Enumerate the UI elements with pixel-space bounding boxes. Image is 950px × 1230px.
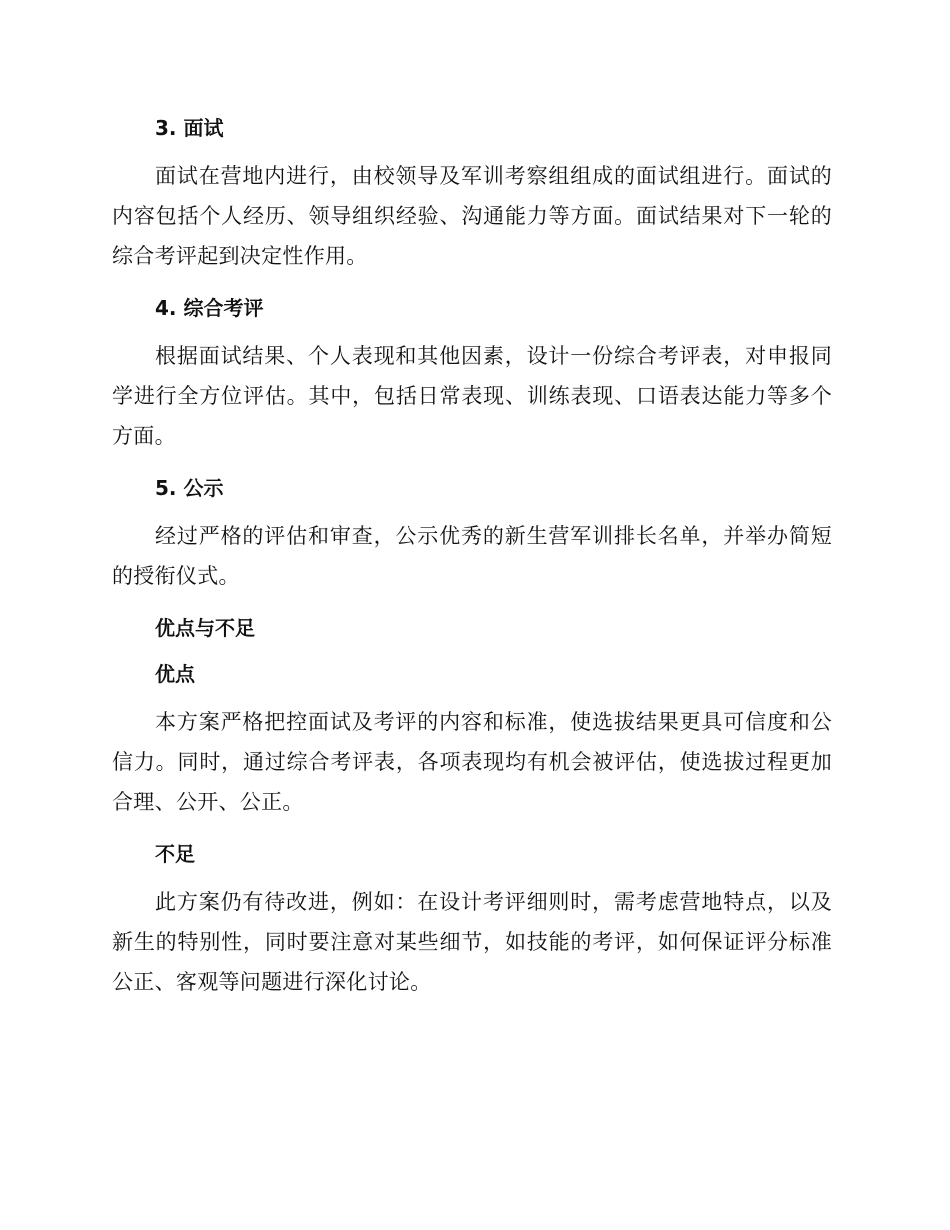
pros-cons-title: 优点与不足 [155,616,255,640]
section-paragraph-interview: 面试在营地内进行，由校领导及军训考察组组成的面试组进行。面试的内容包括个人经历、领导组织经验、沟通能力等方面。面试结果对下一轮的综合考评起到决定性作用。 [112,164,832,268]
pros-paragraph: 本方案严格把控面试及考评的内容和标准，使选拔结果更具可信度和公信力。同时，通过综合考评表，各项表现均有机会被评估，使选拔过程更加合理、公开、公正。 [112,710,832,814]
pros-heading: 优点 [155,662,195,686]
section-heading-interview: 3. 面试 [155,116,224,140]
document-body [112,108,832,1014]
section-paragraph-publicity: 经过严格的评估和审查，公示优秀的新生营军训排长名单，并举办简短的授衔仪式。 [112,524,832,588]
section-heading-publicity: 5. 公示 [155,476,224,500]
section-heading-evaluation: 4. 综合考评 [155,296,264,320]
cons-paragraph: 此方案仍有待改进，例如：在设计考评细则时，需考虑营地特点，以及新生的特别性，同时要注意对某些细节，如技能的考评，如何保证评分标准公正、客观等问题进行深化讨论。 [112,890,832,994]
cons-heading: 不足 [155,842,195,866]
section-paragraph-evaluation: 根据面试结果、个人表现和其他因素，设计一份综合考评表，对申报同学进行全方位评估。其中，包括日常表现、训练表现、口语表达能力等多个方面。 [112,344,832,448]
